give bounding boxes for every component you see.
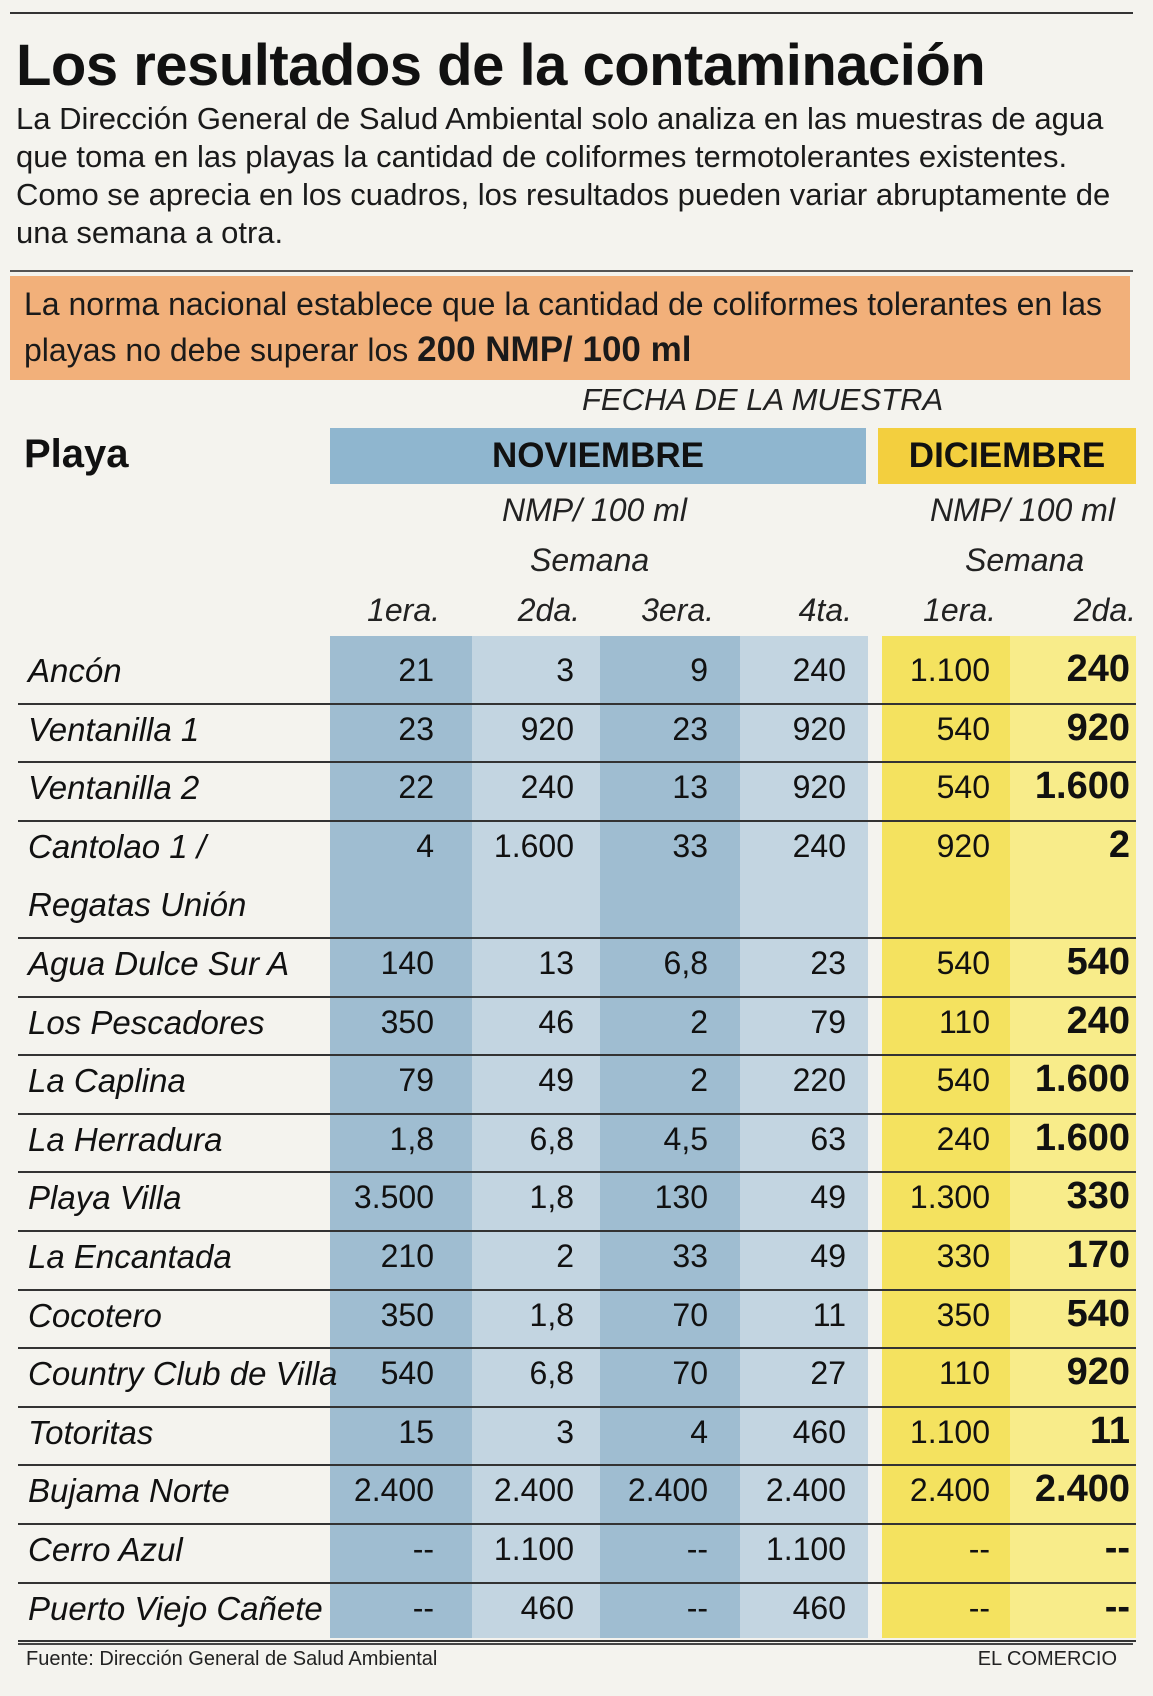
- value-cell: 6,8: [529, 1355, 574, 1392]
- value-cell: 23: [398, 710, 434, 747]
- row-separator: [18, 937, 1136, 939]
- value-cell: 1.100: [909, 652, 990, 688]
- top-rule: [10, 12, 1133, 14]
- value-cell: 540: [936, 769, 990, 806]
- value-cell: 79: [810, 1003, 846, 1040]
- value-cell: 1.100: [909, 1413, 990, 1450]
- beach-name: Agua Dulce Sur A: [28, 945, 290, 982]
- value-cell: 49: [810, 1179, 846, 1216]
- value-cell: 540: [936, 1062, 990, 1099]
- value-cell: 9: [690, 652, 708, 688]
- row-separator: [18, 1347, 1136, 1349]
- value-cell: 4: [690, 1413, 708, 1450]
- value-cell: 11: [1089, 1409, 1130, 1452]
- beach-name: Ancón: [28, 652, 122, 689]
- month-header-noviembre: NOVIEMBRE: [330, 428, 866, 484]
- value-cell: 240: [792, 652, 846, 688]
- value-cell: 2: [556, 1238, 574, 1274]
- value-cell: 540: [380, 1355, 434, 1392]
- value-cell: 920: [1066, 1351, 1130, 1394]
- value-cell: 1,8: [529, 1179, 574, 1216]
- beach-name: La Caplina: [28, 1062, 186, 1100]
- value-cell: 240: [1066, 999, 1130, 1042]
- value-cell: 22: [398, 769, 434, 806]
- row-separator: [18, 703, 1136, 705]
- row-separator: [18, 996, 1136, 998]
- value-cell: 79: [398, 1062, 434, 1099]
- value-cell: 4: [416, 827, 434, 864]
- beach-name: Los Pescadores: [28, 1003, 265, 1041]
- intro-paragraph: La Dirección General de Salud Ambiental solo analiza en las muestras de agua que toma en las playas la cantidad de coliformes termotolerantes existentes. Como se aprecia en los cuadros, los resultados pueden variar abruptamente de una semana a otra.: [16, 101, 1111, 250]
- beach-name: Cocotero: [28, 1296, 162, 1334]
- value-cell: 4,5: [663, 1120, 708, 1157]
- beach-name: La Herradura: [28, 1120, 223, 1158]
- value-cell: 210: [380, 1238, 434, 1274]
- value-cell: 540: [936, 710, 990, 747]
- row-separator: [18, 1406, 1136, 1408]
- value-cell: 2.400: [909, 1472, 990, 1509]
- value-cell: 170: [1066, 1234, 1130, 1276]
- unit-label-diciembre: NMP/ 100 ml: [930, 492, 1115, 528]
- beach-name: Country Club de Villa: [28, 1355, 338, 1393]
- week-header-2: 2da.: [517, 592, 580, 628]
- value-cell: 920: [520, 710, 574, 747]
- value-cell: 3: [556, 1413, 574, 1450]
- value-cell: 27: [810, 1355, 846, 1392]
- row-separator: [18, 1582, 1136, 1584]
- value-cell: 240: [520, 769, 574, 806]
- value-cell: --: [412, 1589, 434, 1626]
- value-cell: 110: [938, 1003, 990, 1040]
- footer-rule: [18, 1643, 1133, 1645]
- week-header-4: 4ta.: [798, 592, 852, 628]
- source-note: Fuente: Dirección General de Salud Ambiental: [26, 1648, 438, 1670]
- semana-label-diciembre: Semana: [965, 542, 1085, 578]
- value-cell: 1,8: [529, 1296, 574, 1333]
- value-cell: 3.500: [353, 1179, 434, 1216]
- row-separator: [18, 1054, 1136, 1056]
- value-cell: --: [968, 1531, 990, 1567]
- beach-name: Ventanilla 2: [28, 769, 200, 807]
- month-header-diciembre: DICIEMBRE: [878, 428, 1136, 484]
- value-cell: 920: [792, 769, 846, 806]
- value-cell: 6,8: [529, 1120, 574, 1157]
- value-cell: 2.400: [765, 1472, 846, 1509]
- beach-name: Totoritas: [28, 1413, 154, 1451]
- beach-name: Cantolao 1 /: [28, 827, 206, 865]
- value-cell: 330: [1066, 1175, 1130, 1218]
- row-separator: [18, 1230, 1136, 1232]
- beach-name: Cerro Azul: [28, 1531, 183, 1568]
- value-cell: 140: [380, 945, 434, 981]
- playa-header: Playa: [24, 432, 129, 476]
- value-cell: 33: [672, 827, 708, 864]
- value-cell: 2.400: [353, 1472, 434, 1509]
- value-cell: --: [1104, 1585, 1130, 1628]
- value-cell: 110: [938, 1355, 990, 1392]
- value-cell: 460: [520, 1589, 574, 1626]
- beach-name: Ventanilla 1: [28, 710, 200, 748]
- value-cell: 21: [398, 652, 434, 688]
- value-cell: 2: [690, 1003, 708, 1040]
- value-cell: 11: [812, 1296, 846, 1333]
- value-cell: 220: [792, 1062, 846, 1099]
- norm-limit: 200 NMP/ 100 ml: [417, 330, 692, 369]
- week-header-6: 2da.: [1073, 592, 1136, 628]
- value-cell: 70: [672, 1355, 708, 1392]
- row-separator: [18, 1171, 1136, 1173]
- value-cell: 6,8: [663, 945, 708, 981]
- value-cell: 13: [538, 945, 574, 981]
- value-cell: 13: [672, 769, 708, 806]
- value-cell: --: [686, 1531, 708, 1567]
- value-cell: 540: [1066, 941, 1130, 983]
- value-cell: 1.600: [1034, 1058, 1130, 1101]
- value-cell: 540: [936, 945, 990, 981]
- value-cell: 2: [690, 1062, 708, 1099]
- value-cell: --: [968, 1589, 990, 1626]
- week-header-1: 1era.: [367, 592, 440, 628]
- value-cell: 240: [936, 1120, 990, 1157]
- norm-box: [10, 276, 1130, 380]
- week-header-5: 1era.: [923, 592, 996, 628]
- value-cell: 240: [1066, 648, 1130, 690]
- publisher-credit: EL COMERCIO: [977, 1648, 1117, 1670]
- value-cell: 46: [538, 1003, 574, 1040]
- norm-text: La norma nacional establece que la cantidad de coliformes tolerantes en las playas no debe superar los: [24, 286, 1102, 368]
- value-cell: 33: [672, 1238, 708, 1274]
- value-cell: 2.400: [493, 1472, 574, 1509]
- value-cell: 2.400: [1034, 1468, 1130, 1511]
- value-cell: 1.600: [1034, 1116, 1130, 1159]
- value-cell: 240: [792, 827, 846, 864]
- value-cell: 70: [672, 1296, 708, 1333]
- value-cell: 460: [792, 1589, 846, 1626]
- value-cell: 330: [936, 1238, 990, 1274]
- value-cell: 23: [810, 945, 846, 981]
- beach-name: La Encantada: [28, 1238, 232, 1275]
- value-cell: 2: [1108, 823, 1130, 866]
- value-cell: 350: [380, 1296, 434, 1333]
- value-cell: 1.300: [909, 1179, 990, 1216]
- value-cell: --: [1104, 1527, 1130, 1569]
- value-cell: 540: [1066, 1292, 1130, 1335]
- value-cell: 63: [810, 1120, 846, 1157]
- value-cell: 1,8: [389, 1120, 434, 1157]
- value-cell: 3: [556, 652, 574, 688]
- value-cell: 350: [936, 1296, 990, 1333]
- value-cell: 2.400: [627, 1472, 708, 1509]
- value-cell: 49: [810, 1238, 846, 1274]
- divider: [10, 270, 1133, 272]
- semana-label-noviembre: Semana: [530, 542, 650, 578]
- beach-name: Bujama Norte: [28, 1472, 230, 1510]
- row-separator: [18, 1113, 1136, 1115]
- value-cell: 350: [380, 1003, 434, 1040]
- unit-label-noviembre: NMP/ 100 ml: [502, 492, 687, 528]
- value-cell: 1.100: [765, 1531, 846, 1567]
- row-separator: [18, 1640, 1136, 1642]
- week-header-3: 3era.: [641, 592, 714, 628]
- value-cell: 460: [792, 1413, 846, 1450]
- row-separator: [18, 761, 1136, 763]
- value-cell: --: [686, 1589, 708, 1626]
- beach-name: Puerto Viejo Cañete: [28, 1589, 323, 1627]
- value-cell: 920: [936, 827, 990, 864]
- row-separator: [18, 1464, 1136, 1466]
- fecha-label: FECHA DE LA MUESTRA: [582, 382, 944, 417]
- value-cell: 1.600: [493, 827, 574, 864]
- value-cell: --: [412, 1531, 434, 1567]
- value-cell: 15: [398, 1413, 434, 1450]
- value-cell: 1.100: [493, 1531, 574, 1567]
- value-cell: 130: [654, 1179, 708, 1216]
- beach-name: Regatas Unión: [28, 886, 247, 924]
- row-separator: [18, 1523, 1136, 1525]
- page-title: Los resultados de la contaminación: [16, 33, 986, 98]
- beach-name: Playa Villa: [28, 1179, 182, 1217]
- value-cell: 920: [792, 710, 846, 747]
- value-cell: 49: [538, 1062, 574, 1099]
- value-cell: 920: [1066, 706, 1130, 749]
- value-cell: 1.600: [1034, 765, 1130, 808]
- row-separator: [18, 820, 1136, 822]
- row-separator: [18, 1289, 1136, 1291]
- value-cell: 23: [672, 710, 708, 747]
